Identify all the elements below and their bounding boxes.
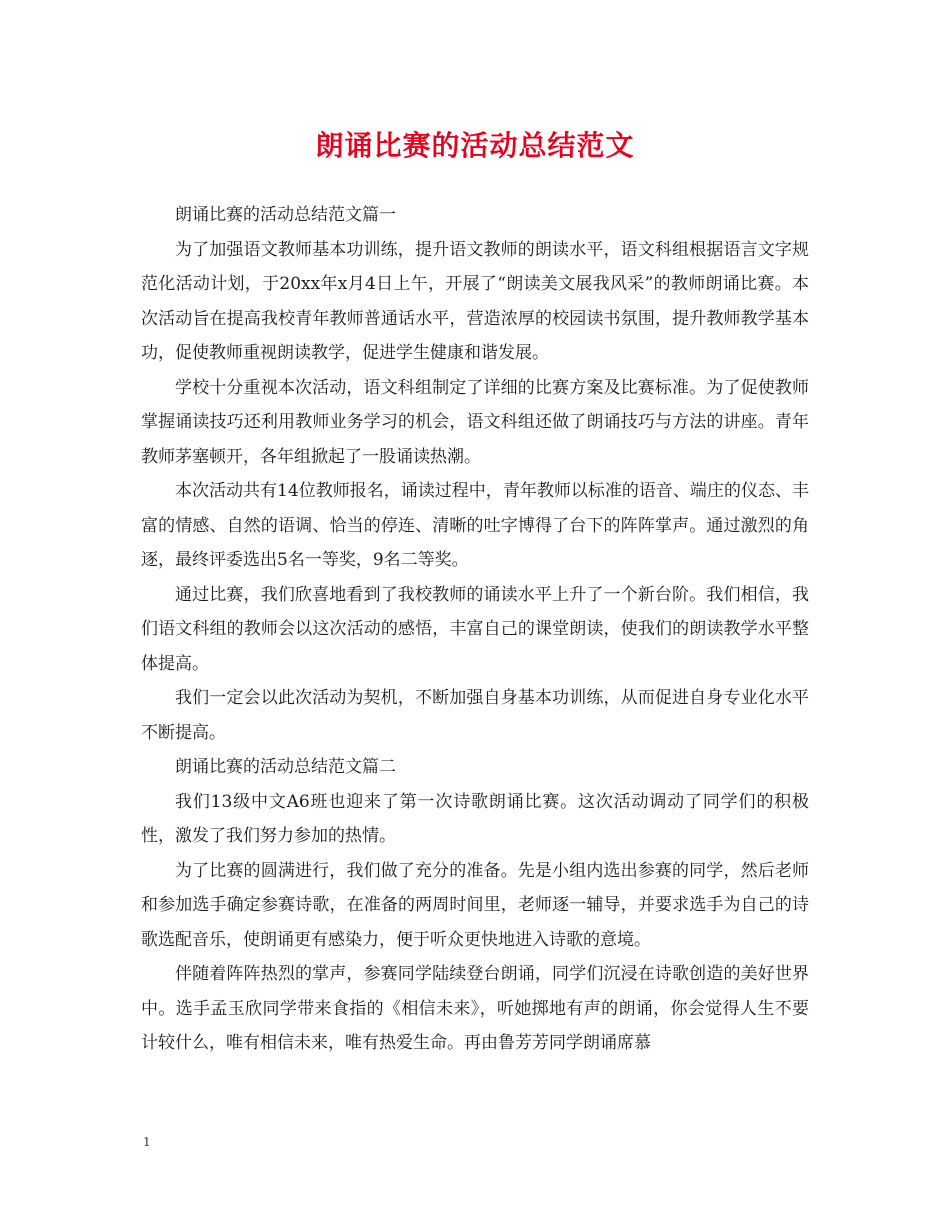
body-paragraph: 为了比赛的圆满进行，我们做了充分的准备。先是小组内选出参赛的同学，然后老师和参加选手确定参赛诗歌，在准备的两周时间里，老师逐一辅导，并要求选手为自己的诗歌选配音乐，使朗诵更有感染力，便于听众更快地进入诗歌的意境。 <box>141 860 809 950</box>
body-paragraph: 本次活动共有14位教师报名，诵读过程中，青年教师以标准的语音、端庄的仪态、丰富的情感、自然的语调、恰当的停连、清晰的吐字博得了台下的阵阵掌声。通过激烈的角逐，最终评委选出5名一等奖，9名二等奖。 <box>141 481 809 570</box>
body-paragraph: 学校十分重视本次活动，语文科组制定了详细的比赛方案及比赛标准。为了促使教师掌握诵读技巧还利用教师业务学习的机会，语文科组还做了朗诵技巧与方法的讲座。青年教师茅塞顿开，各年组掀起了一股诵读热潮。 <box>141 377 809 467</box>
document-title: 朗诵比赛的活动总结范文 <box>315 129 635 162</box>
document-body <box>141 198 809 1061</box>
section-heading-1: 朗诵比赛的活动总结范文篇一 <box>175 205 396 225</box>
body-paragraph: 为了加强语文教师基本功训练，提升语文教师的朗读水平，语文科组根据语言文字规范化活动计划，于20xx年x月4日上午，开展了“朗读美文展我风采”的教师朗诵比赛。本次活动旨在提高我校青年教师普通话水平，营造浓厚的校园读书氛围，提升教师教学基本功，促使教师重视朗读教学，促进学生健康和谐发展。 <box>141 239 809 363</box>
body-paragraph: 我们13级中文A6班也迎来了第一次诗歌朗诵比赛。这次活动调动了同学们的积极性，激发了我们努力参加的热情。 <box>141 791 809 846</box>
section-heading-2: 朗诵比赛的活动总结范文篇二 <box>175 757 396 777</box>
page-number: 1 <box>143 1135 151 1149</box>
body-paragraph: 通过比赛，我们欣喜地看到了我校教师的诵读水平上升了一个新台阶。我们相信，我们语文科组的教师会以这次活动的感悟，丰富自己的课堂朗读，使我们的朗读教学水平整体提高。 <box>141 584 809 674</box>
body-paragraph: 伴随着阵阵热烈的掌声，参赛同学陆续登台朗诵，同学们沉浸在诗歌创造的美好世界中。选手孟玉欣同学带来食指的《相信未来》，听她掷地有声的朗诵，你会觉得人生不要计较什么，唯有相信未来，唯有热爱生命。再由鲁芳芳同学朗诵席慕 <box>141 964 809 1053</box>
body-paragraph: 我们一定会以此次活动为契机，不断加强自身基本功训练，从而促进自身专业化水平不断提高。 <box>141 688 809 743</box>
